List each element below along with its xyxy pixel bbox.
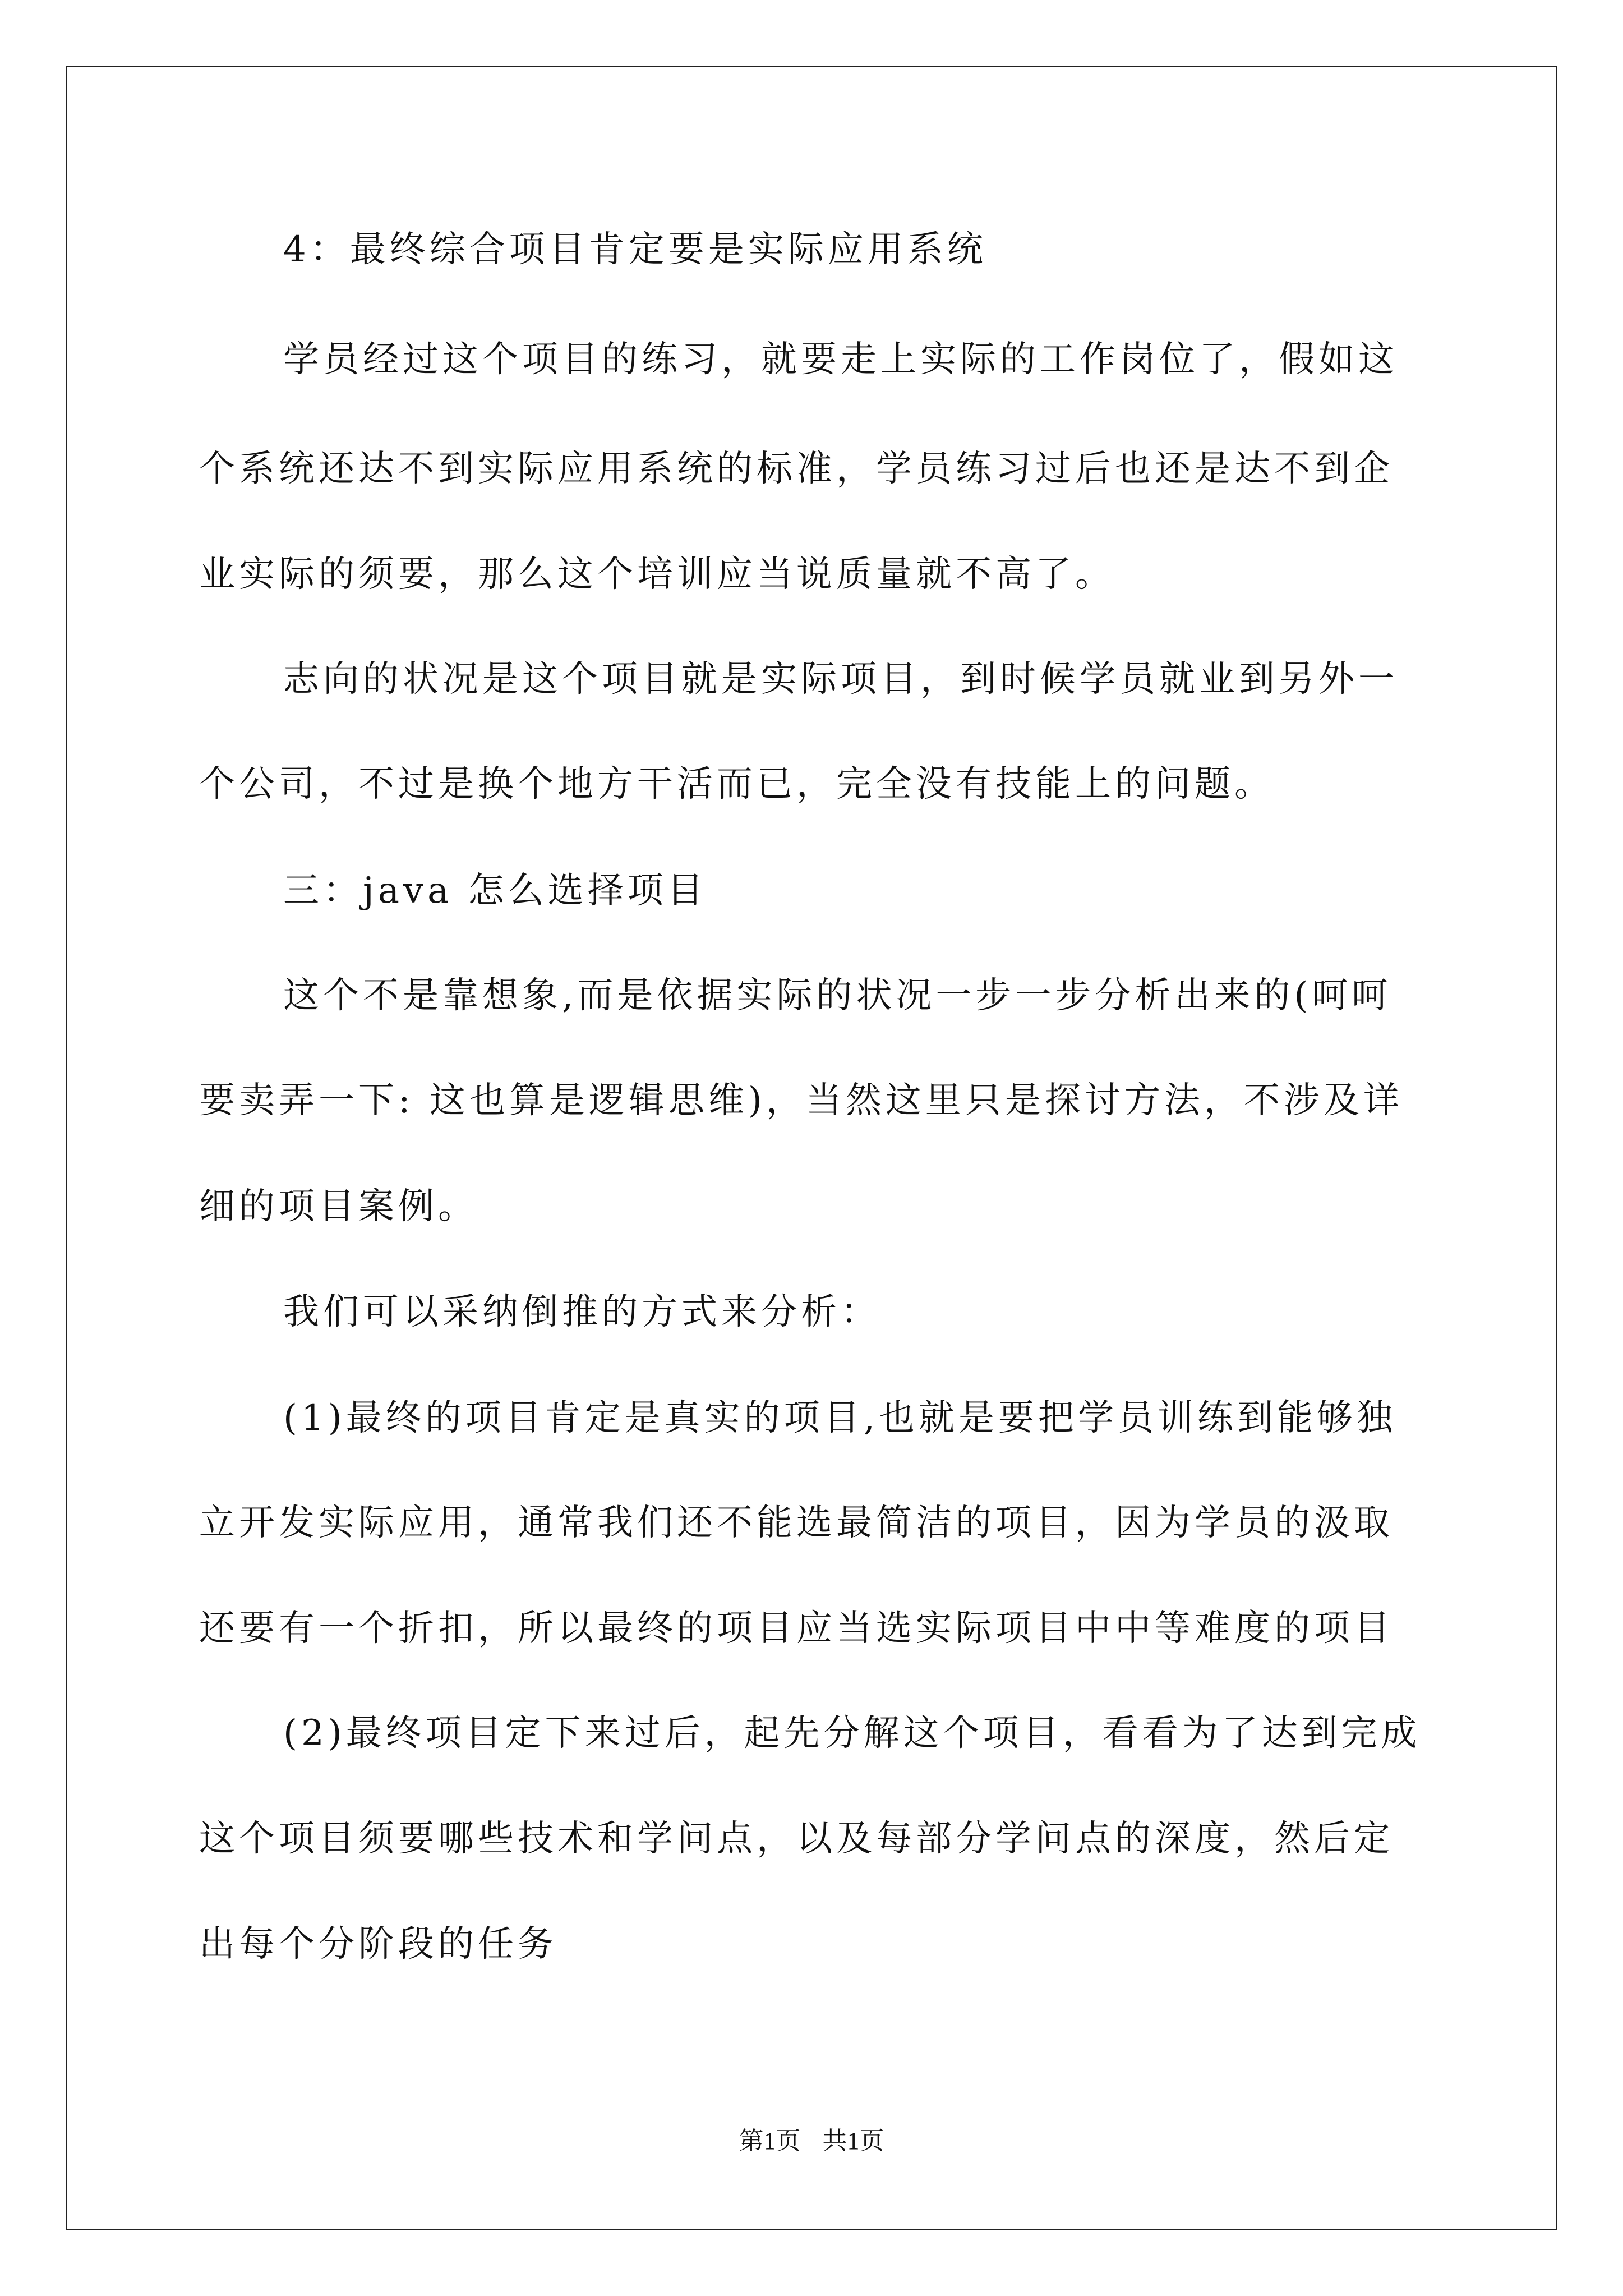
page-number: 第1页 — [739, 2127, 801, 2155]
paragraph-line: 个公司，不过是换个地方干活而已，完全没有技能上的问题。 — [199, 763, 1274, 805]
paragraph-line: 这个项目须要哪些技术和学问点，以及每部分学问点的深度，然后定 — [199, 1818, 1394, 1860]
paragraph-line: 志向的状况是这个项目就是实际项目，到时候学员就业到另外一 — [283, 659, 1398, 700]
page-total: 共1页 — [822, 2127, 884, 2155]
paragraph-line: 4：最终综合项目肯定要是实际应用系统 — [283, 229, 987, 270]
paragraph-line: 业实际的须要，那么这个培训应当说质量就不高了。 — [199, 554, 1115, 595]
paragraph-line: 学员经过这个项目的练习，就要走上实际的工作岗位了，假如这 — [283, 339, 1398, 380]
paragraph-line: 这个不是靠想象,而是依据实际的状况一步一步分析出来的(呵呵 — [283, 975, 1392, 1016]
paragraph-line: 立开发实际应用，通常我们还不能选最简洁的项目，因为学员的汲取 — [199, 1502, 1394, 1544]
paragraph-line: 我们可以采纳倒推的方式来分析： — [283, 1291, 880, 1333]
page-footer — [0, 2120, 1623, 2156]
paragraph-line: 出每个分阶段的任务 — [199, 1924, 557, 1965]
paragraph-line: 还要有一个折扣，所以最终的项目应当选实际项目中中等难度的项目 — [199, 1608, 1394, 1649]
page-border — [66, 66, 1557, 2230]
section-heading: 三：java 怎么选择项目 — [283, 870, 707, 912]
paragraph-line: 要卖弄一下: 这也算是逻辑思维)，当然这里只是探讨方法，不涉及详 — [199, 1080, 1403, 1121]
paragraph-line: 细的项目案例。 — [199, 1186, 478, 1227]
paragraph-line: (2)最终项目定下来过后，起先分解这个项目，看看为了达到完成 — [283, 1713, 1421, 1754]
paragraph-line: (1)最终的项目肯定是真实的项目,也就是要把学员训练到能够独 — [283, 1397, 1396, 1439]
paragraph-line: 个系统还达不到实际应用系统的标准，学员练习过后也还是达不到企 — [199, 448, 1394, 490]
